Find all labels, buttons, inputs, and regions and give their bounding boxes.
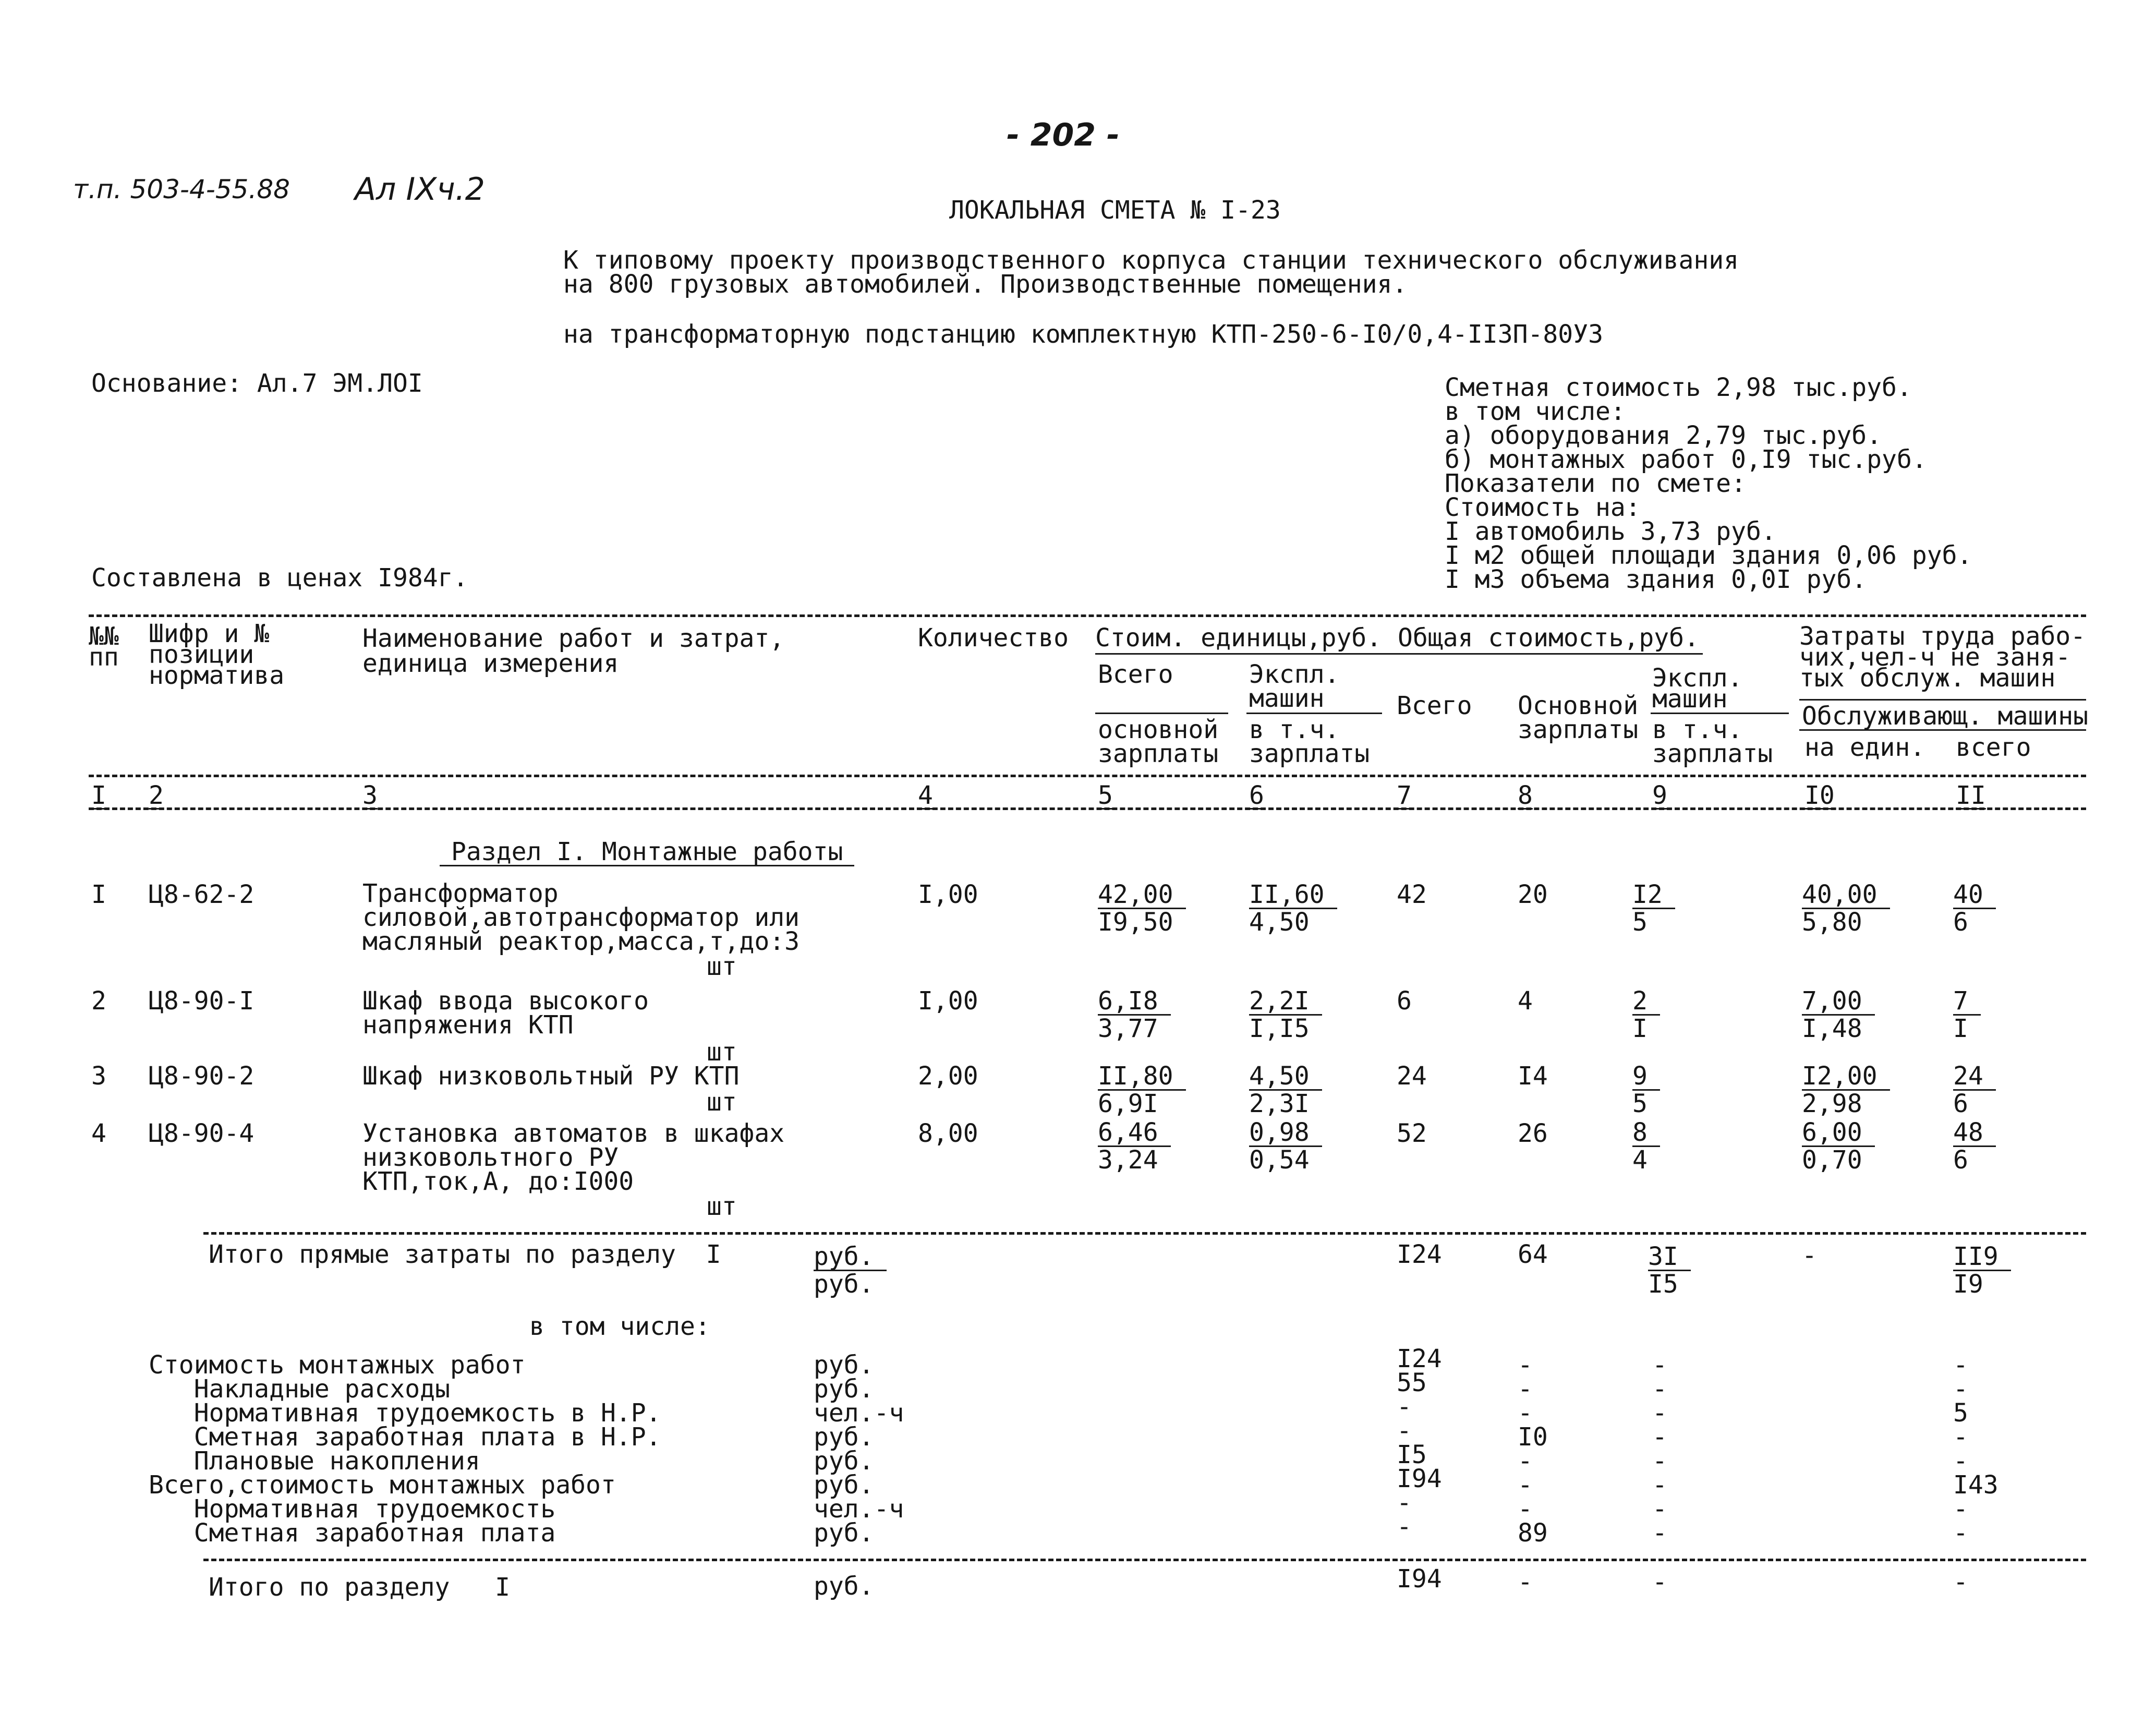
items-bottom-rule <box>203 1232 2086 1235</box>
row-unit-total: $\frac{6,46}{3,24}$ <box>1098 1119 1171 1173</box>
direct-total-labor-unit: - <box>1802 1241 1817 1270</box>
header-bottom-rule <box>89 775 2086 777</box>
row-name: Установка автоматов в шкафах низковольтного РУ КТП,ток,А, до:I000 <box>362 1119 785 1196</box>
basis: Основание: Ал.7 ЭМ.ЛОI <box>91 369 423 398</box>
including-label: в том числе: <box>529 1312 710 1341</box>
row-unit: шт <box>707 952 737 981</box>
prices-year: Составлена в ценах I984г. <box>91 563 468 593</box>
row-total-mach: $\frac{I2}{5}$ <box>1632 882 1675 935</box>
section-title: Раздел I. Монтажные работы <box>440 840 854 866</box>
header-col-1: №№ пп <box>89 622 119 672</box>
row-name: Трансформатор силовой,автотрансформатор или масляный реактор,масса,т,до:3 <box>362 879 800 956</box>
header-col-2: Шифр и № позиции норматива <box>149 619 285 690</box>
row-labor-all: $\frac{40}{6}$ <box>1953 882 1996 935</box>
column-number: 6 <box>1249 781 1264 810</box>
breakdown-col-8: - - - I0 - - - 89 <box>1518 1350 1548 1548</box>
document-ref-code: т.п. 503-4-55.88 <box>73 174 290 204</box>
summary-line: б) монтажных работ 0,I9 тыс.руб. <box>1445 445 1927 474</box>
column-number: 5 <box>1098 781 1113 810</box>
subtitle-line-2: на 800 грузовых автомобилей. Производственные помещения. <box>563 270 1408 299</box>
breakdown-col-11: - - 5 - - I43 - - <box>1953 1350 1998 1548</box>
direct-total-value: I24 <box>1397 1240 1442 1269</box>
row-number: 4 <box>91 1119 106 1148</box>
column-number: 2 <box>149 781 164 810</box>
summary-line: в том числе: <box>1445 397 1626 426</box>
row-labor-unit: $\frac{40,00}{5,80}$ <box>1802 882 1890 935</box>
header-unit-mach: Экспл. машин <box>1249 660 1340 713</box>
row-unit-mach: $\frac{0,98}{0,54}$ <box>1249 1119 1322 1173</box>
header-labor-all: всего <box>1956 733 2031 762</box>
breakdown-col-7: I24 55 - - I5 I94 - - <box>1397 1344 1442 1541</box>
section-total-value: I94 <box>1397 1564 1442 1594</box>
row-qty: 2,00 <box>918 1061 978 1091</box>
row-total-mach: $\frac{9}{5}$ <box>1632 1063 1660 1117</box>
header-total-mach-wage: в т.ч. зарплаты <box>1652 715 1773 768</box>
row-total: 6 <box>1397 986 1412 1016</box>
row-qty: I,00 <box>918 986 978 1016</box>
row-total-mach: $\frac{2}{I}$ <box>1632 988 1660 1042</box>
direct-total-mach: $\frac{3I}{I5}$ <box>1648 1244 1691 1297</box>
row-qty: 8,00 <box>918 1119 978 1148</box>
row-total: 52 <box>1397 1119 1427 1148</box>
header-total-base: Основной зарплаты <box>1518 691 1639 744</box>
row-unit-mach: $\frac{4,50}{2,3I}$ <box>1249 1063 1322 1117</box>
row-base: I4 <box>1518 1061 1548 1091</box>
header-total-total: Всего <box>1397 691 1472 720</box>
row-unit-total: $\frac{6,I8}{3,77}$ <box>1098 988 1171 1042</box>
direct-total-labor-all: $\frac{II9}{I9}$ <box>1953 1244 2011 1297</box>
row-number: 2 <box>91 986 106 1016</box>
breakdown-labels: Стоимость монтажных работ Накладные расходы Нормативная трудоемкость в Н.Р. Сметная заработная плата в Н.Р. Плановые накопления Всего,стоимость монтажных работ Нормативная трудоемкость Сметная заработная плата <box>149 1350 661 1548</box>
section-total-base: - <box>1518 1567 1533 1597</box>
document-ref-album: Ал IХч.2 <box>355 171 485 208</box>
breakdown-units: руб. руб. чел.-ч руб. руб. руб. чел.-ч руб. <box>814 1350 904 1548</box>
row-labor-unit: $\frac{7,00}{I,48}$ <box>1802 988 1875 1042</box>
row-base: 4 <box>1518 986 1533 1016</box>
header-labor-service: Обслуживающ. машины <box>1802 702 2089 731</box>
row-number: I <box>91 880 106 909</box>
section-total-mach: - <box>1652 1567 1667 1597</box>
column-number: 9 <box>1652 781 1667 810</box>
column-numbers-rule <box>89 807 2086 810</box>
column-number: 8 <box>1518 781 1533 810</box>
summary-line: I м3 объема здания 0,0I руб. <box>1445 565 1867 594</box>
breakdown-bottom-rule <box>203 1559 2086 1561</box>
direct-total-units: руб. руб. <box>814 1244 887 1297</box>
column-number: I0 <box>1804 781 1835 810</box>
summary-line: Показатели по смете: <box>1445 469 1746 498</box>
header-col-3: Наименование работ и затрат, единица измерения <box>362 624 785 678</box>
section-total-labor-all: - <box>1953 1567 1968 1597</box>
row-labor-all: $\frac{24}{6}$ <box>1953 1063 1996 1117</box>
header-unit-total: Всего <box>1098 660 1173 689</box>
row-labor-all: $\frac{48}{6}$ <box>1953 1119 1996 1173</box>
header-labor-unit: на един. <box>1804 733 1925 762</box>
row-total: 42 <box>1397 880 1427 909</box>
row-name: Шкаф низковольтный РУ КТП <box>362 1061 740 1091</box>
header-total-cost: Общая стоимость,руб. <box>1398 623 1699 653</box>
summary-line: а) оборудования 2,79 тыс.руб. <box>1445 421 1882 450</box>
summary-block <box>1445 373 1972 594</box>
summary-line: Стоимость на: <box>1445 493 1641 522</box>
column-number: 3 <box>362 781 378 810</box>
section-total-label: Итого по разделу I <box>209 1573 510 1602</box>
header-total-mach-rule <box>1651 713 1789 714</box>
header-col-4: Количество <box>918 623 1069 653</box>
header-labor-rule <box>1799 699 2086 701</box>
direct-total-label: Итого прямые затраты по разделу I <box>209 1240 721 1269</box>
row-total: 24 <box>1397 1061 1427 1091</box>
header-cost-rule <box>1095 653 1703 655</box>
subtitle-line-1: К типовому проекту производственного корпуса станции технического обслуживания <box>563 246 1739 275</box>
page-number: - 202 - <box>1007 117 1120 153</box>
breakdown-col-9: - - - - - - - - <box>1652 1350 1667 1548</box>
header-unit-mach-wage: в т.ч. зарплаты <box>1249 715 1370 768</box>
row-code: Ц8-90-I <box>149 986 255 1016</box>
row-code: Ц8-90-2 <box>149 1061 255 1091</box>
direct-total-base: 64 <box>1518 1240 1548 1269</box>
header-unit-rule <box>1095 713 1228 714</box>
row-number: 3 <box>91 1061 106 1091</box>
row-code: Ц8-90-4 <box>149 1119 255 1148</box>
row-base: 26 <box>1518 1119 1548 1148</box>
row-unit-mach: $\frac{2,2I}{I,I5}$ <box>1249 988 1322 1042</box>
column-number: II <box>1956 781 1986 810</box>
doc-title: ЛОКАЛЬНАЯ СМЕТА № I-23 <box>949 196 1281 225</box>
row-unit: шт <box>707 1088 737 1117</box>
row-total-mach: $\frac{8}{4}$ <box>1632 1119 1660 1173</box>
section-total-unit: руб. <box>814 1572 874 1601</box>
summary-line: Сметная стоимость 2,98 тыс.руб. <box>1445 373 1912 402</box>
row-base: 20 <box>1518 880 1548 909</box>
row-unit: шт <box>707 1038 737 1067</box>
row-unit-mach: $\frac{II,60}{4,50}$ <box>1249 882 1337 935</box>
column-number: 7 <box>1397 781 1412 810</box>
header-mach-rule <box>1246 713 1382 714</box>
row-code: Ц8-62-2 <box>149 880 255 909</box>
header-unit-cost: Стоим. единицы,руб. <box>1095 623 1382 653</box>
column-number: 4 <box>918 781 933 810</box>
row-unit-total: $\frac{42,00}{I9,50}$ <box>1098 882 1186 935</box>
row-unit: шт <box>707 1192 737 1221</box>
summary-line: I автомобиль 3,73 руб. <box>1445 517 1776 546</box>
header-unit-base: основной зарплаты <box>1098 715 1219 768</box>
row-labor-unit: $\frac{I2,00}{2,98}$ <box>1802 1063 1890 1117</box>
row-labor-unit: $\frac{6,00}{0,70}$ <box>1802 1119 1875 1173</box>
object-line: на трансформаторную подстанцию комплектную КТП-250-6-I0/0,4-II3П-80У3 <box>563 320 1603 349</box>
row-unit-total: $\frac{II,80}{6,9I}$ <box>1098 1063 1186 1117</box>
row-name: Шкаф ввода высокого напряжения КТП <box>362 986 649 1040</box>
column-number: I <box>91 781 106 810</box>
table-top-rule <box>89 614 2086 617</box>
summary-line: I м2 общей площади здания 0,06 руб. <box>1445 541 1972 570</box>
header-labor: Затраты труда рабо- чих,чел-ч не заня- тых обслуж. машин <box>1799 622 2086 693</box>
row-qty: I,00 <box>918 880 978 909</box>
header-labor-service-rule <box>1799 729 2086 731</box>
header-total-mach: Экспл. машин <box>1652 664 1743 714</box>
row-labor-all: $\frac{7}{I}$ <box>1953 988 1981 1042</box>
